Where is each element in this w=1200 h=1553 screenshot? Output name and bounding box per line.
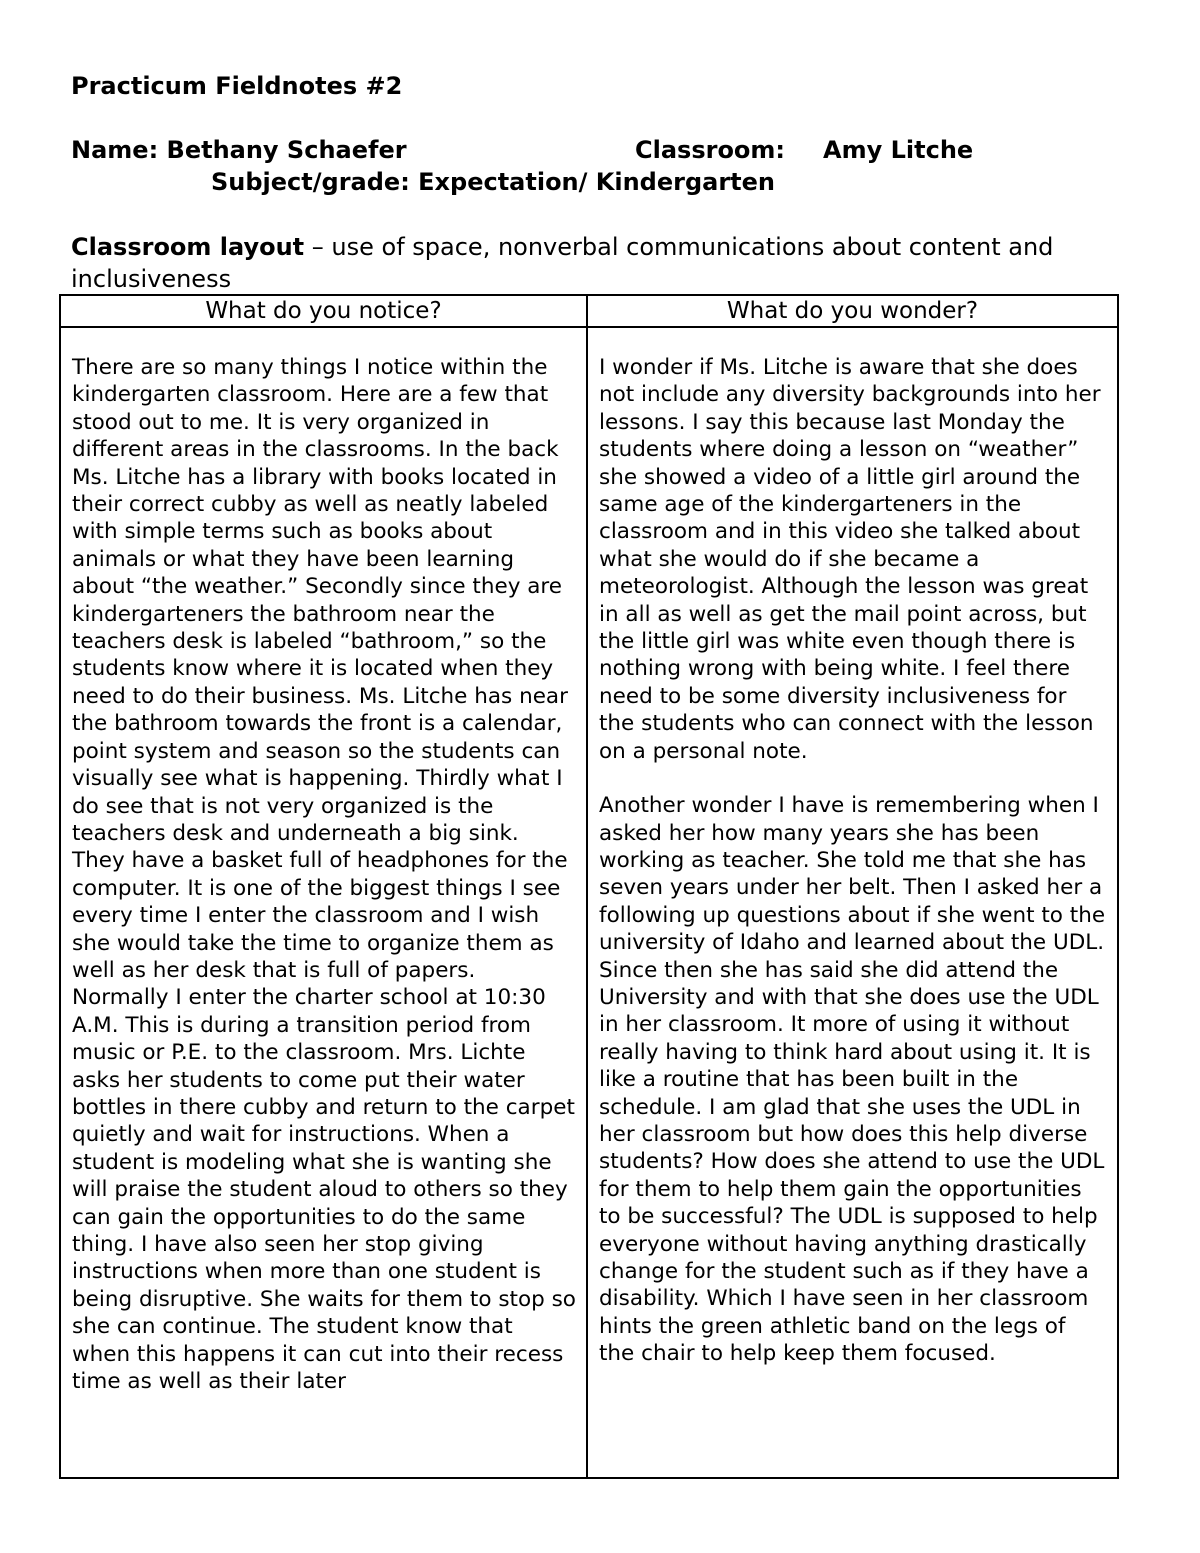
classroom-teacher: Amy Litche [823, 136, 974, 164]
layout-heading-bold: Classroom layout [71, 233, 305, 261]
notice-column-header: What do you notice? [60, 295, 587, 327]
table-row [60, 327, 1118, 1478]
wonder-column-header: What do you wonder? [587, 295, 1118, 327]
classroom-label: Classroom: [635, 136, 786, 164]
student-name: Name: Bethany Schaefer [71, 136, 407, 164]
classroom-layout-heading [71, 231, 1071, 295]
document-title: Practicum Fieldnotes #2 [71, 72, 403, 100]
wonder-paragraph-2: Another wonder I have is remembering when I asked her how many years she has been working as teacher. She told me that she has seven years under her belt. Then I asked her a following up questions about if she went to the university of Idaho and learned about the UDL. Since then she has said she did attend the University and with that she does use the UDL in her classroom. It more of using it without really having to think hard about using it. It is like a routine that has been built in the schedule. I am glad that she uses the UDL in her classroom but how does this help diverse students? How does she attend to use the UDL for them to help them gain the opportunities to be successful? The UDL is supposed to help everyone without having anything drastically change for the student such as if they have a disability. Which I have seen in her classroom hints the green athletic band on the legs of the chair to help keep them focused. [599, 793, 1106, 1367]
classroom-info [635, 134, 973, 166]
fieldnotes-table [59, 294, 1119, 1479]
table-header-row [60, 295, 1118, 327]
notice-paragraph: There are so many things I notice within the kindergarten classroom. Here are a few that stood out to me. It is very organized in different areas in the classrooms. In the back Ms. Litche has a library with books located in their correct cubby as well as neatly labeled with simple terms such as books about animals or what they have been learning about “the weather.” Secondly since they are kindergarteners the bathroom near the teachers desk is labeled “bathroom,” so the students know where it is located when they need to do their business. Ms. Litche has near the bathroom towards the front is a calendar, point system and season so the students can visually see what is happening. Thirdly what I do see that is not very organized is the teachers desk and underneath a big sink. They have a basket full of headphones for the computer. It is one of the biggest things I see every time I enter the classroom and I wish she would take the time to organize them as well as her desk that is full of papers. Normally I enter the charter school at 10:30 A.M. This is during a transition period from music or P.E. to the classroom. Mrs. Lichte asks her students to come put their water bottles in there cubby and return to the carpet quietly and wait for instructions. When a student is modeling what she is wanting she will praise the student aloud to others so they can gain the opportunities to do the same thing. I have also seen her stop giving instructions when more than one student is being disruptive. She waits for them to stop so she can continue. The student know that when this happens it can cut into their recess time as well as their later [72, 355, 576, 1395]
paragraph-spacer [599, 765, 1107, 792]
wonder-cell [587, 327, 1118, 1478]
subject-grade: Subject/grade: Expectation/ Kindergarten [211, 168, 776, 196]
layout-heading-description: – use of space, nonverbal communications about content and inclusiveness [71, 233, 1054, 293]
wonder-paragraph-1: I wonder if Ms. Litche is aware that she does not include any diversity backgrounds into her lessons. I say this because last Monday the students where doing a lesson on “weather” she showed a video of a little girl around the same age of the kindergarteners in the classroom and in this video she talked about what she would do if she became a meteorologist. Although the lesson was great in all as well as get the mail point across, but the little girl was white even though there is nothing wrong with being white. I feel there need to be some diversity inclusiveness for the students who can connect with the lesson on a personal note. [599, 355, 1101, 764]
notice-cell [60, 327, 587, 1478]
